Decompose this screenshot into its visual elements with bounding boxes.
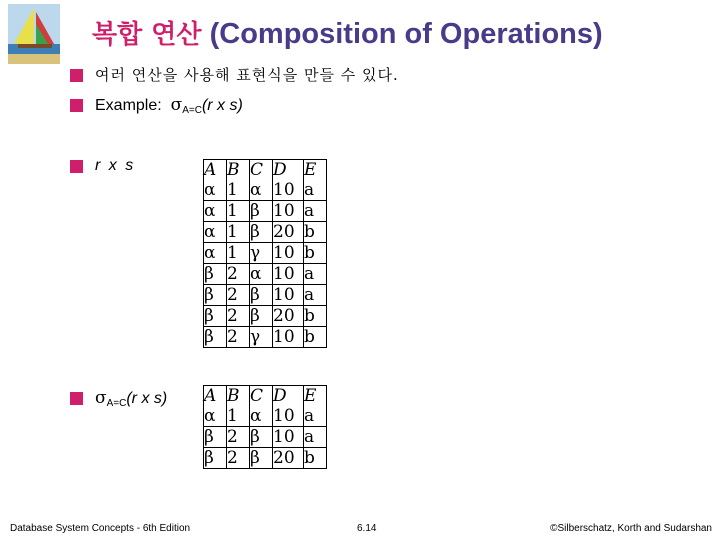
table-cell: 20 — [273, 222, 304, 243]
column-header: B — [227, 386, 250, 406]
footer-right: ©Silberschatz, Korth and Sudarshan — [550, 523, 712, 534]
table-cell: α — [204, 180, 227, 201]
table-cell: α — [204, 222, 227, 243]
title-english: (Composition of Operations) — [209, 18, 603, 50]
selection-argument: (r x s) — [126, 390, 168, 407]
table-cell: β — [204, 327, 227, 348]
table-cell: γ — [250, 327, 273, 348]
table-cell: β — [250, 201, 273, 222]
table-cell: β — [204, 427, 227, 448]
table-cell: 10 — [273, 327, 304, 348]
table-cell: β — [204, 285, 227, 306]
column-header: D — [273, 160, 304, 180]
table-cell: a — [304, 264, 327, 285]
table-cell: β — [250, 306, 273, 327]
table-cell: α — [204, 243, 227, 264]
table-cell: a — [304, 427, 327, 448]
table-row — [204, 427, 326, 448]
footer-left: Database System Concepts - 6th Edition — [10, 523, 191, 534]
table-cell: 1 — [227, 243, 250, 264]
table-cell: γ — [250, 243, 273, 264]
table-cell: β — [250, 285, 273, 306]
table-cell: α — [204, 201, 227, 222]
table-cell: 2 — [227, 448, 250, 469]
table-cell: a — [304, 201, 327, 222]
table-cell: 10 — [273, 427, 304, 448]
table-cell: 20 — [273, 448, 304, 469]
table-result — [203, 385, 327, 469]
table-cell: 10 — [273, 406, 304, 427]
table-cell: b — [304, 448, 315, 468]
table-cell: β — [250, 448, 273, 469]
square-bullet-icon — [70, 69, 83, 82]
column-header: A — [204, 386, 227, 406]
square-bullet-icon — [70, 160, 83, 173]
table-cell: b — [304, 243, 327, 264]
table-cell: 1 — [227, 180, 250, 201]
example-line — [95, 95, 243, 121]
table-cell: 10 — [273, 201, 304, 222]
title-korean: 복합 연산 — [92, 20, 202, 50]
table-cell: 2 — [227, 264, 250, 285]
table-row — [204, 285, 326, 306]
table-row — [204, 327, 326, 348]
table-cell: 20 — [273, 306, 304, 327]
square-bullet-icon — [70, 99, 83, 112]
table-cell: 1 — [227, 406, 250, 427]
column-header: E — [304, 160, 317, 180]
table-cell: 10 — [273, 180, 304, 201]
table-cell: 10 — [273, 243, 304, 264]
table-cell: 2 — [227, 327, 250, 348]
column-header: C — [250, 160, 273, 180]
table-cell: α — [250, 406, 273, 427]
selection-condition: A=C — [182, 105, 202, 116]
table-row — [204, 201, 326, 222]
sigma-symbol: σ — [95, 388, 107, 408]
page-title — [92, 14, 603, 55]
square-bullet-icon — [70, 392, 83, 405]
table-cell: β — [204, 306, 227, 327]
table-cell: β — [250, 427, 273, 448]
sigma-symbol: σ — [170, 95, 183, 115]
column-header: E — [304, 386, 317, 406]
column-header: C — [250, 386, 273, 406]
table-cell: β — [250, 222, 273, 243]
footer-page-number: 6.14 — [357, 523, 377, 534]
column-header: B — [227, 160, 250, 180]
table-cell: 1 — [227, 222, 250, 243]
table-cell: 2 — [227, 427, 250, 448]
table-cell: b — [304, 327, 315, 347]
table-cell: 10 — [273, 264, 304, 285]
intro-text: 여러 연산을 사용해 표현식을 만들 수 있다. — [95, 66, 399, 84]
table-cell: β — [204, 264, 227, 285]
rxs-label: r x s — [95, 157, 136, 174]
table-rxs — [203, 159, 327, 348]
table-header-row — [204, 160, 326, 180]
table-row — [204, 306, 326, 327]
table-cell: 10 — [273, 285, 304, 306]
table-cell: α — [204, 406, 227, 427]
table-row — [204, 264, 326, 285]
table-row — [204, 243, 326, 264]
column-header: A — [204, 160, 227, 180]
table-header-row — [204, 386, 326, 406]
table-cell: b — [304, 222, 327, 243]
table-cell: b — [304, 306, 327, 327]
selection-argument: (r x s) — [201, 97, 243, 114]
result-expression — [95, 388, 167, 414]
table-cell: a — [304, 406, 327, 427]
column-header: D — [273, 386, 304, 406]
sailboat-logo-icon — [8, 4, 60, 64]
table-cell: β — [204, 448, 227, 469]
table-cell: α — [250, 180, 273, 201]
table-row — [204, 222, 326, 243]
table-row — [204, 406, 326, 427]
example-label: Example: — [95, 97, 162, 114]
table-row — [204, 180, 326, 201]
table-cell: 2 — [227, 306, 250, 327]
table-cell: a — [304, 180, 327, 201]
table-cell: 2 — [227, 285, 250, 306]
selection-condition: A=C — [106, 398, 127, 409]
table-cell: 1 — [227, 201, 250, 222]
table-cell: a — [304, 285, 327, 306]
table-row — [204, 448, 326, 469]
table-cell: α — [250, 264, 273, 285]
